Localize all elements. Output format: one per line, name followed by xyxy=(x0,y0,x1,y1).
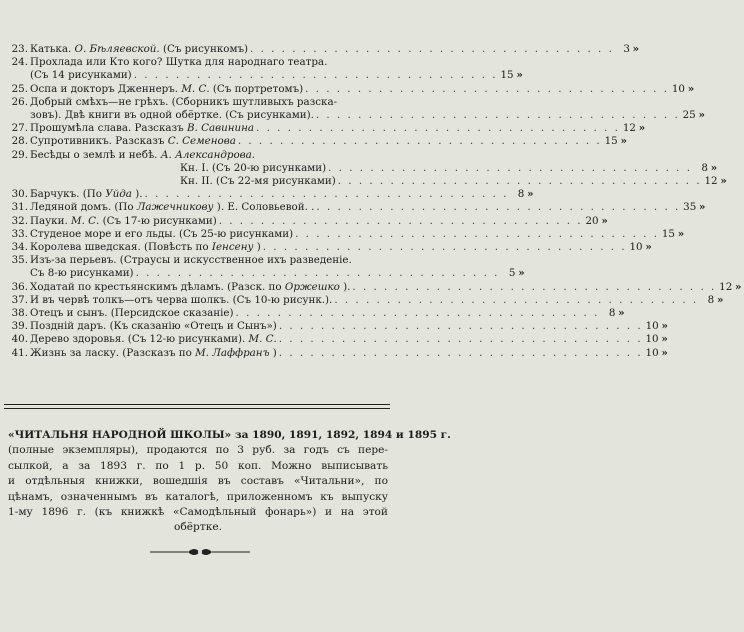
leader-dots: . . . . . . . . . . . . . . . . . . . . . . . . . . . . . . . . . . . xyxy=(316,201,681,214)
entry-line xyxy=(30,307,625,320)
entry-body xyxy=(30,346,668,360)
entry-number: 40. xyxy=(11,333,28,346)
entry-number: 37. xyxy=(11,293,28,306)
entry-title xyxy=(30,267,134,280)
entry-author: Іенсену xyxy=(211,241,254,254)
leader-dots: . . . . . . . . . . . . . . . . . . . . . . . . . . . . . . . . . . . xyxy=(315,109,680,122)
ditto-mark: » xyxy=(527,188,534,201)
entry-number: 36. xyxy=(11,280,28,293)
entry-number: 38. xyxy=(11,307,28,320)
entry-body xyxy=(30,293,724,307)
entry-title xyxy=(30,281,350,294)
ditto-mark: » xyxy=(518,267,525,280)
entry-title xyxy=(180,162,326,175)
entry-text: Отецъ и сынъ. (Персидское сказаніе) xyxy=(30,307,234,320)
entry-line xyxy=(30,241,652,254)
entry-body xyxy=(30,122,646,135)
entry-body xyxy=(30,241,652,254)
entry-text: ). xyxy=(343,280,351,293)
entry-line xyxy=(30,267,525,280)
entry-text: Поздній даръ. (Къ сказанію «Отецъ и Сынъ») xyxy=(30,320,277,333)
ditto-mark: » xyxy=(735,280,742,293)
list-item xyxy=(8,254,525,280)
entry-line xyxy=(30,175,727,188)
entry-line xyxy=(30,109,705,122)
ditto-mark: » xyxy=(720,175,727,188)
entry-body xyxy=(30,56,523,82)
entry-author: В. Савинина xyxy=(186,122,255,135)
leader-dots: . . . . . . . . . . . . . . . . . . . . . . . . . . . . . . . . . . . xyxy=(237,135,602,148)
entry-author: А. Александрова. xyxy=(160,148,256,161)
list-item xyxy=(8,122,646,135)
leader-dots: . . . . . . . . . . . . . . . . . . . . . . . . . . . . . . . . . . . xyxy=(278,333,643,346)
entry-text: Оспа и докторъ Дженнеръ. xyxy=(30,82,179,95)
entry-number: 39. xyxy=(11,320,28,333)
entry-title xyxy=(30,109,314,122)
ditto-mark: » xyxy=(661,320,668,333)
entry-page: 10 xyxy=(645,333,659,346)
entry-body xyxy=(30,135,627,148)
ditto-mark: » xyxy=(601,214,608,227)
entry-body xyxy=(30,95,705,122)
entry-line xyxy=(30,149,392,162)
entry-title xyxy=(30,347,277,360)
entry-number: 31. xyxy=(11,201,28,214)
leader-dots: . . . . . . . . . . . . . . . . . . . . . . . . . . . . . . . . . . . xyxy=(305,82,669,95)
entry-page: 20 xyxy=(585,214,599,227)
entry-body xyxy=(30,320,668,333)
entry-line xyxy=(30,333,668,346)
entry-title xyxy=(30,69,132,82)
list-item xyxy=(8,43,640,56)
entry-title xyxy=(180,175,336,188)
entry-line xyxy=(30,227,685,241)
entry-author: М. Лаффранъ xyxy=(195,346,270,359)
list-item xyxy=(8,227,685,241)
ditto-mark: » xyxy=(516,69,523,82)
entry-page: 8 xyxy=(517,188,525,201)
entry-title xyxy=(30,228,293,241)
catalog-list xyxy=(8,43,742,360)
entry-title xyxy=(30,241,261,254)
entry-line xyxy=(30,320,668,333)
announcement xyxy=(8,428,451,536)
list-item xyxy=(8,201,706,214)
list-item xyxy=(8,95,705,122)
entry-title xyxy=(30,294,332,307)
entry-body xyxy=(30,333,668,346)
entry-line xyxy=(30,346,668,360)
entry-line xyxy=(30,293,724,307)
leader-dots: . . . . . . . . . . . . . . . . . . . . . . . . . . . . . . . . . . . xyxy=(278,346,643,359)
announcement-line: 1-му 1896 г. (къ книжкѣ «Самодѣльный фонарь») и на этой xyxy=(8,506,388,519)
ditto-mark: » xyxy=(716,293,724,306)
entry-text: (Съ 14 рисунками) xyxy=(30,69,132,82)
leader-dots: . . . . . . . . . . . . . . . . . . . . . . . . . . . . . . . . . . . xyxy=(337,175,702,188)
list-item xyxy=(8,241,652,254)
entry-line: Изъ-за перьевъ. (Страусы и искусственное ихъ разведеніе. xyxy=(30,254,352,267)
entry-page: 8 xyxy=(701,161,708,174)
entry-text: ) xyxy=(256,241,261,254)
entry-page: 10 xyxy=(645,346,659,359)
ditto-mark: » xyxy=(687,82,695,95)
entry-line xyxy=(30,161,718,175)
list-item xyxy=(8,333,668,346)
ditto-mark: » xyxy=(661,333,668,346)
entry-line: Добрый смѣхъ—не грѣхъ. (Сборникъ шутливыхъ разска- xyxy=(30,95,338,108)
entry-page: 10 xyxy=(671,82,685,95)
leader-dots: . . . . . . . . . . . . . . . . . . . . . . . . . . . . . . . . . . . xyxy=(334,293,699,306)
entry-body xyxy=(30,214,608,228)
entry-page: 8 xyxy=(608,307,616,320)
entry-body xyxy=(30,280,742,294)
entry-line xyxy=(30,69,523,82)
announcement-line: цѣнамъ, означеннымъ въ каталогѣ, приложенномъ къ выпуску xyxy=(8,490,388,503)
entry-text: (Съ портретомъ) xyxy=(212,82,304,95)
leader-dots: . . . . . . . . . . . . . . . . . . . . . . . . . . . . . . . . . . . xyxy=(256,122,620,135)
entry-text: зовъ). Двѣ книги въ одной обёртке. (Съ рисунками). xyxy=(30,109,314,122)
entry-text: И въ червѣ толкъ—отъ черва шолкъ. (Съ 10-ю рисунк.). xyxy=(30,293,333,306)
entry-author: М. С. xyxy=(248,333,277,346)
list-item xyxy=(8,293,724,307)
entry-title xyxy=(30,122,254,135)
list-item xyxy=(8,56,523,82)
leader-dots: . . . . . . . . . . . . . . . . . . . . . . . . . . . . . . . . . . . xyxy=(262,241,627,254)
announcement-line: и отдѣльныя книжки, вошедшія въ составъ «Читальни», по xyxy=(8,475,388,488)
entry-title xyxy=(30,43,248,56)
entry-number: 24. xyxy=(11,56,28,69)
leader-dots: . . . . . . . . . . . . . . . . . . . . . . . . . . . . . . . . . . . xyxy=(278,320,643,333)
entry-text: Съ 8-ю рисунками) xyxy=(30,267,134,280)
entry-title xyxy=(30,320,277,333)
entry-text: Дерево здоровья. (Съ 12-ю рисунками). xyxy=(30,333,246,346)
entry-title xyxy=(30,135,236,148)
announcement-line: (полные экземпляры), продаются по 3 руб. за годъ съ пере- xyxy=(8,444,388,457)
entry-page: 15 xyxy=(661,227,675,240)
entry-line xyxy=(30,201,706,214)
leader-dots: . . . . . . . . . . . . . . . . . . . . . . . . . . . . . . . . . . . xyxy=(250,43,614,55)
entry-line xyxy=(30,135,627,148)
ditto-mark: » xyxy=(661,346,668,359)
divider-bottom xyxy=(4,408,390,409)
entry-body xyxy=(30,307,625,320)
entry-line: Прохлада или Кто кого? Шутка для народнаго театра. xyxy=(30,56,328,69)
entry-number: 23. xyxy=(11,43,28,55)
entry-text: Королева шведская. (Повѣсть по xyxy=(30,241,209,254)
entry-page: 10 xyxy=(629,241,643,254)
entry-title xyxy=(30,83,303,96)
leader-dots: . . . . . . . . . . . . . . . . . . . . . . . . . . . . . . . . . . . xyxy=(133,69,498,82)
ditto-mark: » xyxy=(698,109,705,122)
entry-text: ) xyxy=(272,346,277,359)
entry-author: О. Бѣляевской. xyxy=(74,43,160,55)
entry-text: Прошумѣла слава. Разсказъ xyxy=(30,122,184,135)
leader-dots: . . . . . . . . . . . . . . . . . . . . . . . . . . . . . . . . . . . xyxy=(352,280,717,293)
entry-line xyxy=(30,82,695,96)
ditto-mark: » xyxy=(699,201,706,214)
entry-page: 10 xyxy=(645,320,659,333)
entry-body xyxy=(30,201,706,214)
entry-page: 12 xyxy=(622,122,636,135)
entry-text: Кн. II. (Съ 22-мя рисунками) xyxy=(180,175,336,188)
entry-text: Катька. xyxy=(30,43,72,55)
entry-author: С. Семенова xyxy=(167,135,236,148)
entry-body xyxy=(30,148,727,189)
ditto-mark: » xyxy=(618,307,625,320)
entry-page: 35 xyxy=(683,201,697,214)
ditto-mark: » xyxy=(677,227,685,240)
entry-text: Ледяной домъ. (По xyxy=(30,201,134,214)
entry-text: ). xyxy=(135,188,143,201)
leader-dots: . . . . . . . . . . . . . . . . . . . . . . . . . . . . . . . . . . . xyxy=(218,214,583,227)
entry-text: Пауки. xyxy=(30,214,68,227)
entry-page: 15 xyxy=(500,69,514,82)
entry-title xyxy=(30,215,217,228)
list-item xyxy=(8,280,742,294)
entry-number: 29. xyxy=(11,148,28,161)
entry-text: (Съ 17-ю рисунками) xyxy=(102,214,217,227)
entry-line xyxy=(30,188,534,201)
entry-body xyxy=(30,254,525,280)
entry-text: (Съ рисункомъ) xyxy=(162,43,249,55)
entry-line xyxy=(30,43,640,56)
entry-title xyxy=(30,307,234,320)
entry-page: 25 xyxy=(682,109,696,122)
announcement-line: «ЧИТАЛЬНЯ НАРОДНОЙ ШКОЛЫ» за 1890, 1891, 1892, 1894 и 1895 г. xyxy=(8,429,451,441)
entry-author: М. С. xyxy=(71,214,100,227)
announcement-line: сылкой, а за 1893 г. по 1 р. 50 коп. Можно выписывать xyxy=(8,459,388,472)
list-item xyxy=(8,307,625,320)
entry-number: 35. xyxy=(11,254,28,267)
list-item xyxy=(8,346,668,360)
ditto-mark: » xyxy=(638,122,646,135)
list-item xyxy=(8,320,668,333)
ditto-mark: » xyxy=(645,241,652,254)
list-item xyxy=(8,188,534,201)
entry-number: 28. xyxy=(11,135,28,148)
entry-number: 32. xyxy=(11,214,28,227)
ditto-mark: » xyxy=(710,161,718,174)
entry-number: 33. xyxy=(11,227,28,240)
entry-author: Уйда xyxy=(105,188,132,201)
entry-page: 3 xyxy=(623,43,630,55)
entry-text: Супротивникъ. Разсказъ xyxy=(30,135,165,148)
list-item xyxy=(8,82,695,96)
list-item xyxy=(8,214,608,228)
leader-dots: . . . . . . . . . . . . . . . . . . . . . . . . . . . . . . . . . . . xyxy=(295,227,659,240)
leader-dots: . . . . . . . . . . . . . . . . . . . . . . . . . . . . . . . . . . . xyxy=(235,307,600,320)
entry-author: Лажечникову xyxy=(136,201,214,214)
entry-title xyxy=(30,333,277,346)
entry-body xyxy=(30,82,695,96)
leader-dots: . . . . . . . . . . . . . . . . . . . . . . . . . . . . . . . . . . . xyxy=(135,267,500,280)
entry-text: Бесѣды о землѣ и небѣ. xyxy=(30,148,161,161)
entry-title xyxy=(30,188,143,201)
entry-number: 27. xyxy=(11,122,28,135)
entry-author: М. С. xyxy=(181,82,210,95)
leader-dots: . . . . . . . . . . . . . . . . . . . . . . . . . . . . . . . . . . . xyxy=(328,161,692,174)
entry-text: Ходатай по крестьянскимъ дѣламъ. (Разск. по xyxy=(30,280,282,293)
ditto-mark: » xyxy=(632,43,640,55)
entry-page: 12 xyxy=(704,175,718,188)
entry-author: Оржешко xyxy=(284,280,340,293)
entry-page: 8 xyxy=(707,293,715,306)
entry-text: ). Е. Соловьевой. . xyxy=(216,201,315,214)
entry-number: 25. xyxy=(11,82,28,95)
entry-body xyxy=(30,43,640,56)
leader-dots: . . . . . . . . . . . . . . . . . . . . . . . . . . . . . . . . . . . xyxy=(144,188,509,201)
entry-number: 30. xyxy=(11,188,28,201)
entry-page: 5 xyxy=(508,267,516,280)
ditto-mark: » xyxy=(620,135,627,148)
entry-line xyxy=(30,280,742,294)
entry-body xyxy=(30,188,534,201)
entry-number: 26. xyxy=(11,95,28,108)
entry-number: 34. xyxy=(11,241,28,254)
entry-page: 15 xyxy=(604,135,618,148)
announcement-line: обёртке. xyxy=(174,521,222,534)
list-item xyxy=(8,135,627,148)
ornament-icon xyxy=(150,546,250,558)
entry-body xyxy=(30,227,685,241)
entry-number: 41. xyxy=(11,346,28,359)
entry-text: Жизнь за ласку. (Разсказъ по xyxy=(30,346,192,359)
entry-page: 12 xyxy=(719,280,733,293)
entry-text: Барчукъ. (По xyxy=(30,188,102,201)
entry-title xyxy=(30,201,314,214)
entry-text: Студеное море и его льды. (Съ 25-ю рисунками) xyxy=(30,227,294,240)
entry-text: Кн. I. (Съ 20-ю рисунками) xyxy=(180,161,327,174)
entry-line xyxy=(30,122,646,135)
entry-line xyxy=(30,214,608,228)
list-item xyxy=(8,148,727,189)
divider-top xyxy=(4,404,390,405)
